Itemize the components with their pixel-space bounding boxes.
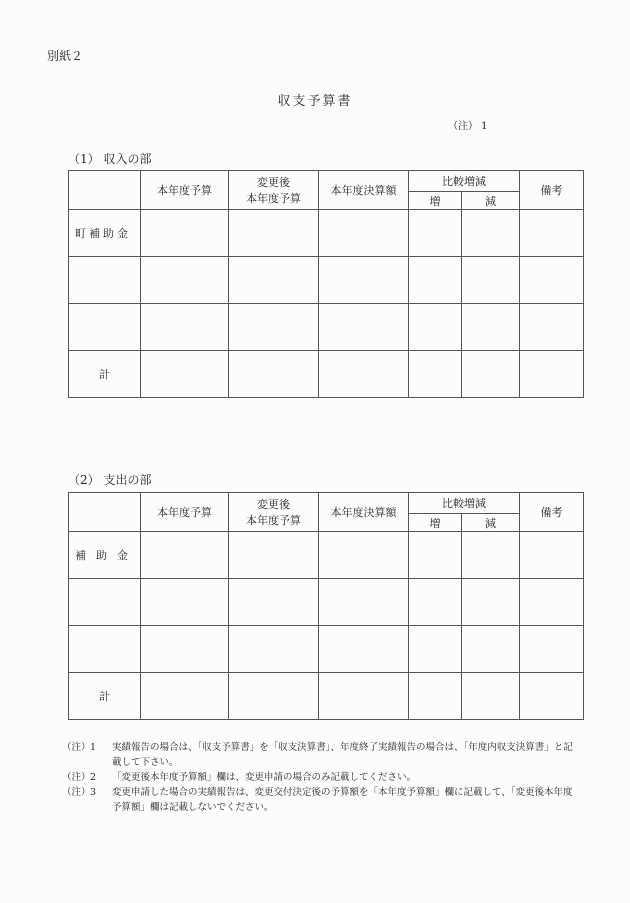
cell[interactable]: [409, 626, 462, 673]
cell[interactable]: [141, 210, 229, 257]
cell[interactable]: [229, 579, 319, 626]
cell[interactable]: [141, 579, 229, 626]
cell[interactable]: [520, 210, 584, 257]
cell[interactable]: [520, 351, 584, 398]
cell[interactable]: [409, 351, 462, 398]
cell[interactable]: [462, 351, 520, 398]
cell[interactable]: [141, 673, 229, 720]
header-blank: [69, 171, 141, 210]
cell[interactable]: [462, 257, 520, 304]
table-row: [69, 257, 584, 304]
cell[interactable]: [141, 351, 229, 398]
total-label: 計: [69, 351, 141, 398]
cell[interactable]: [462, 673, 520, 720]
cell[interactable]: [462, 532, 520, 579]
table-row: [69, 532, 584, 579]
header-revised-budget: 変更後 本年度予算: [229, 171, 319, 210]
cell[interactable]: [229, 304, 319, 351]
cell[interactable]: [319, 210, 409, 257]
total-row: [69, 351, 584, 398]
table-row: [69, 626, 584, 673]
expense-section-heading: （2） 支出の部: [68, 473, 152, 487]
cell[interactable]: [520, 626, 584, 673]
header-revised-budget: 変更後 本年度予算: [229, 493, 319, 532]
total-label: 計: [69, 673, 141, 720]
table-row: [69, 579, 584, 626]
cell[interactable]: [409, 210, 462, 257]
cell[interactable]: [229, 257, 319, 304]
header-increase: 増: [409, 192, 462, 210]
cell[interactable]: [319, 351, 409, 398]
row-label[interactable]: [69, 626, 141, 673]
note-item: （注） 1 実績報告の場合は、「収支予算書」を「収支決算書」、年度終了実績報告の場合は、「年度内収支決算書」と記載して下さい。: [62, 742, 573, 768]
row-label[interactable]: [69, 579, 141, 626]
row-label: 町補助金: [69, 210, 141, 257]
header-comparison: 比較増減: [409, 493, 520, 514]
header-comparison: 比較増減: [409, 171, 520, 192]
note-reference: （注） 1: [448, 121, 488, 132]
header-remarks: 備考: [520, 493, 584, 532]
cell[interactable]: [409, 257, 462, 304]
cell[interactable]: [520, 532, 584, 579]
cell[interactable]: [462, 304, 520, 351]
cell[interactable]: [462, 626, 520, 673]
cell[interactable]: [229, 210, 319, 257]
header-decrease: 減: [462, 514, 520, 532]
cell[interactable]: [319, 532, 409, 579]
table-row: [69, 210, 584, 257]
cell[interactable]: [229, 532, 319, 579]
header-blank: [69, 493, 141, 532]
cell[interactable]: [319, 257, 409, 304]
header-budget: 本年度予算: [141, 493, 229, 532]
header-budget: 本年度予算: [141, 171, 229, 210]
income-table: [68, 170, 584, 398]
cell[interactable]: [520, 304, 584, 351]
cell[interactable]: [319, 673, 409, 720]
cell[interactable]: [319, 626, 409, 673]
cell[interactable]: [409, 532, 462, 579]
row-label[interactable]: [69, 257, 141, 304]
cell[interactable]: [141, 532, 229, 579]
table-row: [69, 304, 584, 351]
total-row: [69, 673, 584, 720]
cell[interactable]: [462, 210, 520, 257]
expense-table: [68, 492, 584, 720]
cell[interactable]: [319, 304, 409, 351]
note-item: （注） 2 「変更後本年度予算額」欄は、変更申請の場合のみ記載してください。: [62, 772, 417, 783]
cell[interactable]: [141, 626, 229, 673]
cell[interactable]: [141, 304, 229, 351]
annex-label: 別紙２: [47, 49, 84, 63]
cell[interactable]: [409, 304, 462, 351]
row-label[interactable]: [69, 304, 141, 351]
cell[interactable]: [229, 626, 319, 673]
header-settlement: 本年度決算額: [319, 493, 409, 532]
document-title: 収支予算書: [277, 94, 353, 109]
cell[interactable]: [520, 257, 584, 304]
notes-list: [62, 740, 582, 815]
cell[interactable]: [520, 579, 584, 626]
cell[interactable]: [229, 673, 319, 720]
cell[interactable]: [409, 673, 462, 720]
cell[interactable]: [229, 351, 319, 398]
header-remarks: 備考: [520, 171, 584, 210]
cell[interactable]: [520, 673, 584, 720]
header-settlement: 本年度決算額: [319, 171, 409, 210]
cell[interactable]: [319, 579, 409, 626]
cell[interactable]: [141, 257, 229, 304]
note-item: （注） 3 変更申請した場合の実績報告は、変更交付決定後の予算額を「本年度予算額」欄に記載して、「変更後本年度予算額」欄は記載しないでください。: [62, 787, 573, 813]
income-section-heading: （1） 収入の部: [68, 152, 152, 166]
header-increase: 増: [409, 514, 462, 532]
cell[interactable]: [409, 579, 462, 626]
header-decrease: 減: [462, 192, 520, 210]
cell[interactable]: [462, 579, 520, 626]
row-label: 補助金: [69, 532, 141, 579]
